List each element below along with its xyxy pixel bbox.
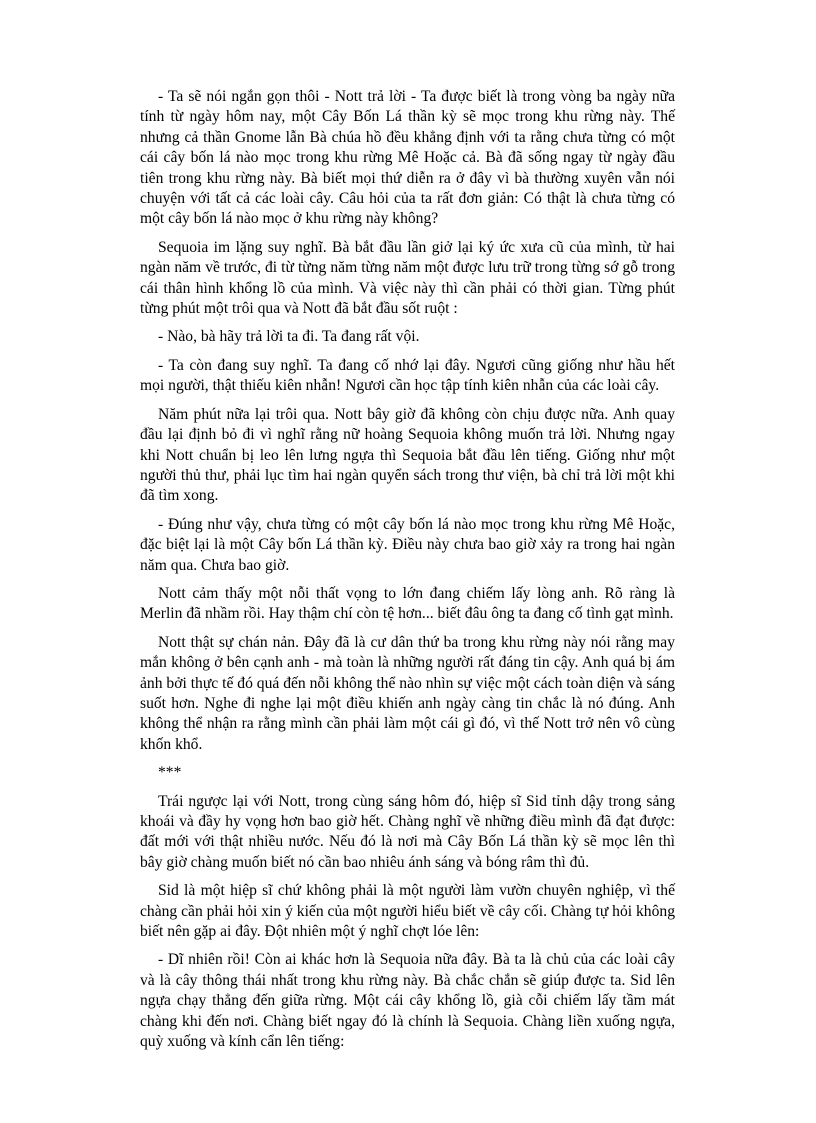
paragraph: Nott thật sự chán nản. Đây đã là cư dân thứ ba trong khu rừng này nói rằng may mắn không ở bên cạnh anh - mà toàn là những người rất đáng tin cậy. Anh quá bị ám ảnh bởi thực tế đó quá đến nỗi không thể nào nhìn sự việc một cách toàn diện và sáng suốt hơn. Nghe đi nghe lại một điều khiến anh ngày càng tin chắc là nó đúng. Anh không thể nhận ra rằng mình cần phải làm một cái gì đó, vì thế Nott trở nên vô cùng khốn khổ. xyxy=(140,633,675,753)
paragraph: - Ta sẽ nói ngắn gọn thôi - Nott trả lời - Ta được biết là trong vòng ba ngày nữa tính từ ngày hôm nay, một Cây Bốn Lá thần kỳ sẽ mọc trong khu rừng này. Thế nhưng cả thần Gnome lẫn Bà chúa hồ đều khẳng định với ta rằng chưa từng có một cái cây bốn lá nào mọc trong khu rừng Mê Hoặc cả. Bà đã sống ngay từ ngày đầu tiên trong khu rừng này. Bà biết mọi thứ diễn ra ở đây vì bà thường xuyên vẫn nói chuyện với tất cả các loài cây. Câu hỏi của ta rất đơn giản: Có thật là chưa từng có một cây bốn lá nào mọc ở khu rừng này không? xyxy=(140,88,675,228)
paragraph: - Ta còn đang suy nghĩ. Ta đang cố nhớ lại đây. Ngươi cũng giống như hầu hết mọi người, thật thiếu kiên nhẫn! Ngươi cần học tập tính kiên nhẫn của các loài cây. xyxy=(140,356,675,395)
paragraph: Trái ngược lại với Nott, trong cùng sáng hôm đó, hiệp sĩ Sid tỉnh dậy trong sảng khoái và đầy hy vọng hơn bao giờ hết. Chàng nghĩ về những điều mình đã đạt được: đất mới với thật nhiều nước. Nếu đó là nơi mà Cây Bốn Lá thần kỳ sẽ mọc lên thì bây giờ chàng muốn biết nó cần bao nhiêu ánh sáng và bóng râm thì đủ. xyxy=(140,792,675,871)
paragraph: - Dĩ nhiên rồi! Còn ai khác hơn là Sequoia nữa đây. Bà ta là chủ của các loài cây và là cây thông thái nhất trong khu rừng này. Bà chắc chắn sẽ giúp được ta. Sid lên ngựa chạy thẳng đến giữa rừng. Một cái cây khổng lồ, già cỗi chiếm lấy tầm mát chàng khi đến nơi. Chàng biết ngay đó là chính là Sequoia. Chàng liền xuống ngựa, quỳ xuống và kính cẩn lên tiếng: xyxy=(140,951,675,1051)
paragraph: - Nào, bà hãy trả lời ta đi. Ta đang rất vội. xyxy=(158,328,420,346)
paragraph: Sequoia im lặng suy nghĩ. Bà bắt đầu lần giở lại ký ức xưa cũ của mình, từ hai ngàn năm về trước, đi từ từng năm từng năm một được lưu trữ trong từng sớ gỗ trong cái thân hình khổng lồ của mình. Và việc này thì cần phải có thời gian. Từng phút từng phút một trôi qua và Nott đã bắt đầu sốt ruột : xyxy=(140,238,675,318)
paragraph: - Đúng như vậy, chưa từng có một cây bốn lá nào mọc trong khu rừng Mê Hoặc, đặc biệt lại là một Cây bốn Lá thần kỳ. Điều này chưa bao giờ xảy ra trong hai ngàn năm qua. Chưa bao giờ. xyxy=(140,515,675,574)
page-body xyxy=(140,87,675,1060)
paragraph: Nott cảm thấy một nỗi thất vọng to lớn đang chiếm lấy lòng anh. Rõ ràng là Merlin đã nhầm rồi. Hay thậm chí còn tệ hơn... biết đâu ông ta đang cố tình gạt mình. xyxy=(140,584,675,623)
section-separator: *** xyxy=(158,764,182,782)
paragraph: Năm phút nữa lại trôi qua. Nott bây giờ đã không còn chịu được nữa. Anh quay đầu lại định bỏ đi vì nghĩ rằng nữ hoàng Sequoia không muốn trả lời. Nhưng ngay khi Nott chuẩn bị leo lên lưng ngựa thì Sequoia bắt đầu lên tiếng. Giống như một người thủ thư, phải lục tìm hai ngàn quyển sách trong thư viện, bà chỉ trả lời một khi đã tìm xong. xyxy=(140,405,675,505)
paragraph: Sid là một hiệp sĩ chứ không phải là một người làm vườn chuyên nghiệp, vì thế chàng cần phải hỏi xin ý kiến của một người hiểu biết về cây cối. Chàng tự hỏi không biết nên gặp ai đây. Đột nhiên một ý nghĩ chợt lóe lên: xyxy=(140,882,675,941)
